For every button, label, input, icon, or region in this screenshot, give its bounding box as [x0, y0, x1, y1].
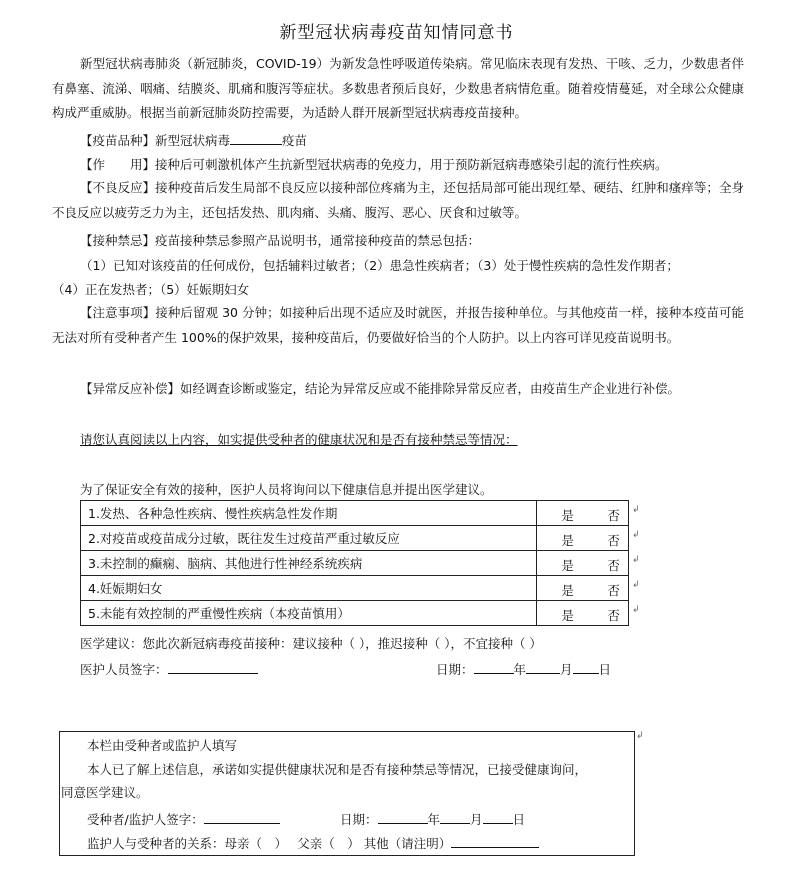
answer-cell	[537, 551, 629, 576]
vaccine-type-label: 【疫苗品种】	[80, 133, 156, 148]
recipient-signature-line	[87, 809, 280, 828]
question-text: 3.未控制的癫痫、脑病、其他进行性神经系统疾病	[81, 551, 537, 576]
vaccine-type-suffix: 疫苗	[282, 133, 308, 148]
medical-advice-line: 医学建议：您此次新冠病毒疫苗接种：建议接种（ ），推迟接种（ ），不宜接种（ ）	[80, 636, 542, 651]
year-field[interactable]	[474, 659, 514, 674]
table-row	[81, 601, 629, 626]
contraindication-line	[80, 231, 480, 249]
adverse-text: 接种疫苗后发生局部不良反应以接种部位疼痛为主，还包括局部可能出现红晕、硬结、红肿和瘙痒等；全身不良反应以疲劳乏力为主，还包括发热、肌肉痛、头痛、腹泻、恶心、厌食和过敏等。	[52, 180, 744, 220]
answer-cell	[537, 501, 629, 526]
staff-signature-line	[80, 659, 258, 678]
recipient-signature-field[interactable]	[204, 809, 280, 824]
relation-other-field[interactable]	[451, 833, 539, 848]
no-option[interactable]: 否	[607, 608, 620, 623]
day-label: 日	[598, 662, 612, 677]
vaccine-type-blank[interactable]	[230, 130, 282, 145]
notes-label: 【注意事项】	[80, 305, 156, 320]
recipient-statement-line-2: 同意医学建议。	[61, 785, 149, 800]
paragraph-mark-icon: ↲	[632, 555, 640, 565]
guardian-relation-line	[87, 833, 539, 852]
year-label: 年	[513, 662, 527, 677]
table-row	[81, 576, 629, 601]
year-field[interactable]	[378, 809, 428, 824]
staff-date-line	[436, 659, 611, 678]
table-row	[81, 526, 629, 551]
month-label: 月	[470, 812, 483, 827]
contraindication-text: 疫苗接种禁忌参照产品说明书，通常接种疫苗的禁忌包括：	[155, 233, 481, 248]
contraindication-items-1: （1）已知对该疫苗的任何成份，包括辅料过敏者；（2）患急性疾病者；（3）处于慢性疾病的急性发作期者；	[80, 258, 679, 273]
vaccine-type-text: 新型冠状病毒	[155, 133, 231, 148]
compensation-line	[80, 379, 680, 397]
guardian-relation-text: 监护人与受种者的关系：母亲（ ） 父亲（ ） 其他（请注明）	[87, 836, 452, 851]
month-field[interactable]	[440, 809, 470, 824]
question-text: 2.对疫苗或疫苗成分过敏，既往发生过疫苗严重过敏反应	[81, 526, 537, 551]
question-text: 1.发热、各种急性疾病、慢性疾病急性发作期	[81, 501, 537, 526]
effect-line	[80, 155, 668, 173]
paragraph-mark-icon: ↲	[636, 731, 644, 741]
month-label: 月	[560, 662, 573, 677]
yes-option[interactable]: 是	[561, 533, 574, 548]
year-label: 年	[427, 812, 441, 827]
compensation-label: 【异常反应补偿】	[80, 381, 181, 396]
recipient-section-heading: 本栏由受种者或监护人填写	[87, 738, 238, 753]
vaccine-type-line	[80, 130, 307, 149]
health-questions-table	[80, 500, 629, 626]
recipient-statement-line-1: 本人已了解上述信息，承诺如实提供健康状况和是否有接种禁忌等情况，已接受健康询问，	[87, 762, 588, 777]
day-label: 日	[512, 812, 526, 827]
no-option[interactable]: 否	[607, 508, 620, 523]
yes-option[interactable]: 是	[561, 508, 574, 523]
date-label: 日期：	[436, 662, 474, 677]
yes-option[interactable]: 是	[561, 583, 574, 598]
month-field[interactable]	[526, 659, 560, 674]
yes-option[interactable]: 是	[561, 608, 574, 623]
answer-cell	[537, 601, 629, 626]
question-text: 5.未能有效控制的严重慢性疾病（本疫苗慎用）	[81, 601, 537, 626]
notes-text: 接种后留观 30 分钟；如接种后出现不适应及时就医，并报告接种单位。与其他疫苗一样，接种本疫苗可能无法对所有受种者产生 100%的保护效果，接种疫苗后，仍要做好恰当的个人防护。以上内容可详见疫苗说明书。	[52, 305, 744, 345]
read-notice: 请您认真阅读以上内容，如实提供受种者的健康状况和是否有接种禁忌等情况：	[80, 432, 518, 447]
document-title: 新型冠状病毒疫苗知情同意书	[279, 23, 514, 43]
day-field[interactable]	[483, 809, 513, 824]
table-row	[81, 551, 629, 576]
paragraph-mark-icon: ↲	[632, 605, 640, 615]
adverse-paragraph	[52, 176, 744, 225]
yes-option[interactable]: 是	[561, 558, 574, 573]
inquiry-intro: 为了保证安全有效的接种，医护人员将询问以下健康信息并提出医学建议。	[80, 482, 493, 497]
day-field[interactable]	[573, 659, 599, 674]
no-option[interactable]: 否	[607, 583, 620, 598]
answer-cell	[537, 526, 629, 551]
recipient-date-line	[340, 809, 525, 828]
answer-cell	[537, 576, 629, 601]
no-option[interactable]: 否	[607, 558, 620, 573]
recipient-section-box	[59, 731, 635, 856]
effect-text: 接种后可刺激机体产生抗新型冠状病毒的免疫力，用于预防新冠病毒感染引起的流行性疾病。	[155, 157, 668, 172]
paragraph-mark-icon: ↲	[632, 505, 640, 515]
table-row	[81, 501, 629, 526]
compensation-text: 如经调查诊断或鉴定，结论为异常反应或不能排除异常反应者，由疫苗生产企业进行补偿。	[180, 381, 681, 396]
recipient-signature-label: 受种者/监护人签字：	[87, 812, 204, 827]
adverse-label: 【不良反应】	[80, 180, 156, 195]
paragraph-mark-icon: ↲	[632, 530, 640, 540]
notes-paragraph	[52, 301, 744, 350]
staff-signature-label: 医护人员签字：	[80, 662, 168, 677]
date-label: 日期：	[340, 812, 378, 827]
paragraph-mark-icon: ↲	[632, 580, 640, 590]
no-option[interactable]: 否	[607, 533, 620, 548]
contraindication-items-2: （4）正在发热者；（5）妊娠期妇女	[52, 282, 250, 297]
effect-label: 【作 用】	[80, 157, 156, 172]
question-text: 4.妊娠期妇女	[81, 576, 537, 601]
contraindication-label: 【接种禁忌】	[80, 233, 156, 248]
staff-signature-field[interactable]	[168, 659, 258, 674]
intro-paragraph: 新型冠状病毒肺炎（新冠肺炎，COVID-19）为新发急性呼吸道传染病。常见临床表现有发热、干咳、乏力，少数患者伴有鼻塞、流涕、咽痛、结膜炎、肌痛和腹泻等症状。多数患者预后良好，少数患者病情危重。随着疫情蔓延，对全球公众健康构成严重威胁。根据当前新冠肺炎防控需要，为适龄人群开展新型冠状病毒疫苗接种。	[52, 56, 744, 120]
